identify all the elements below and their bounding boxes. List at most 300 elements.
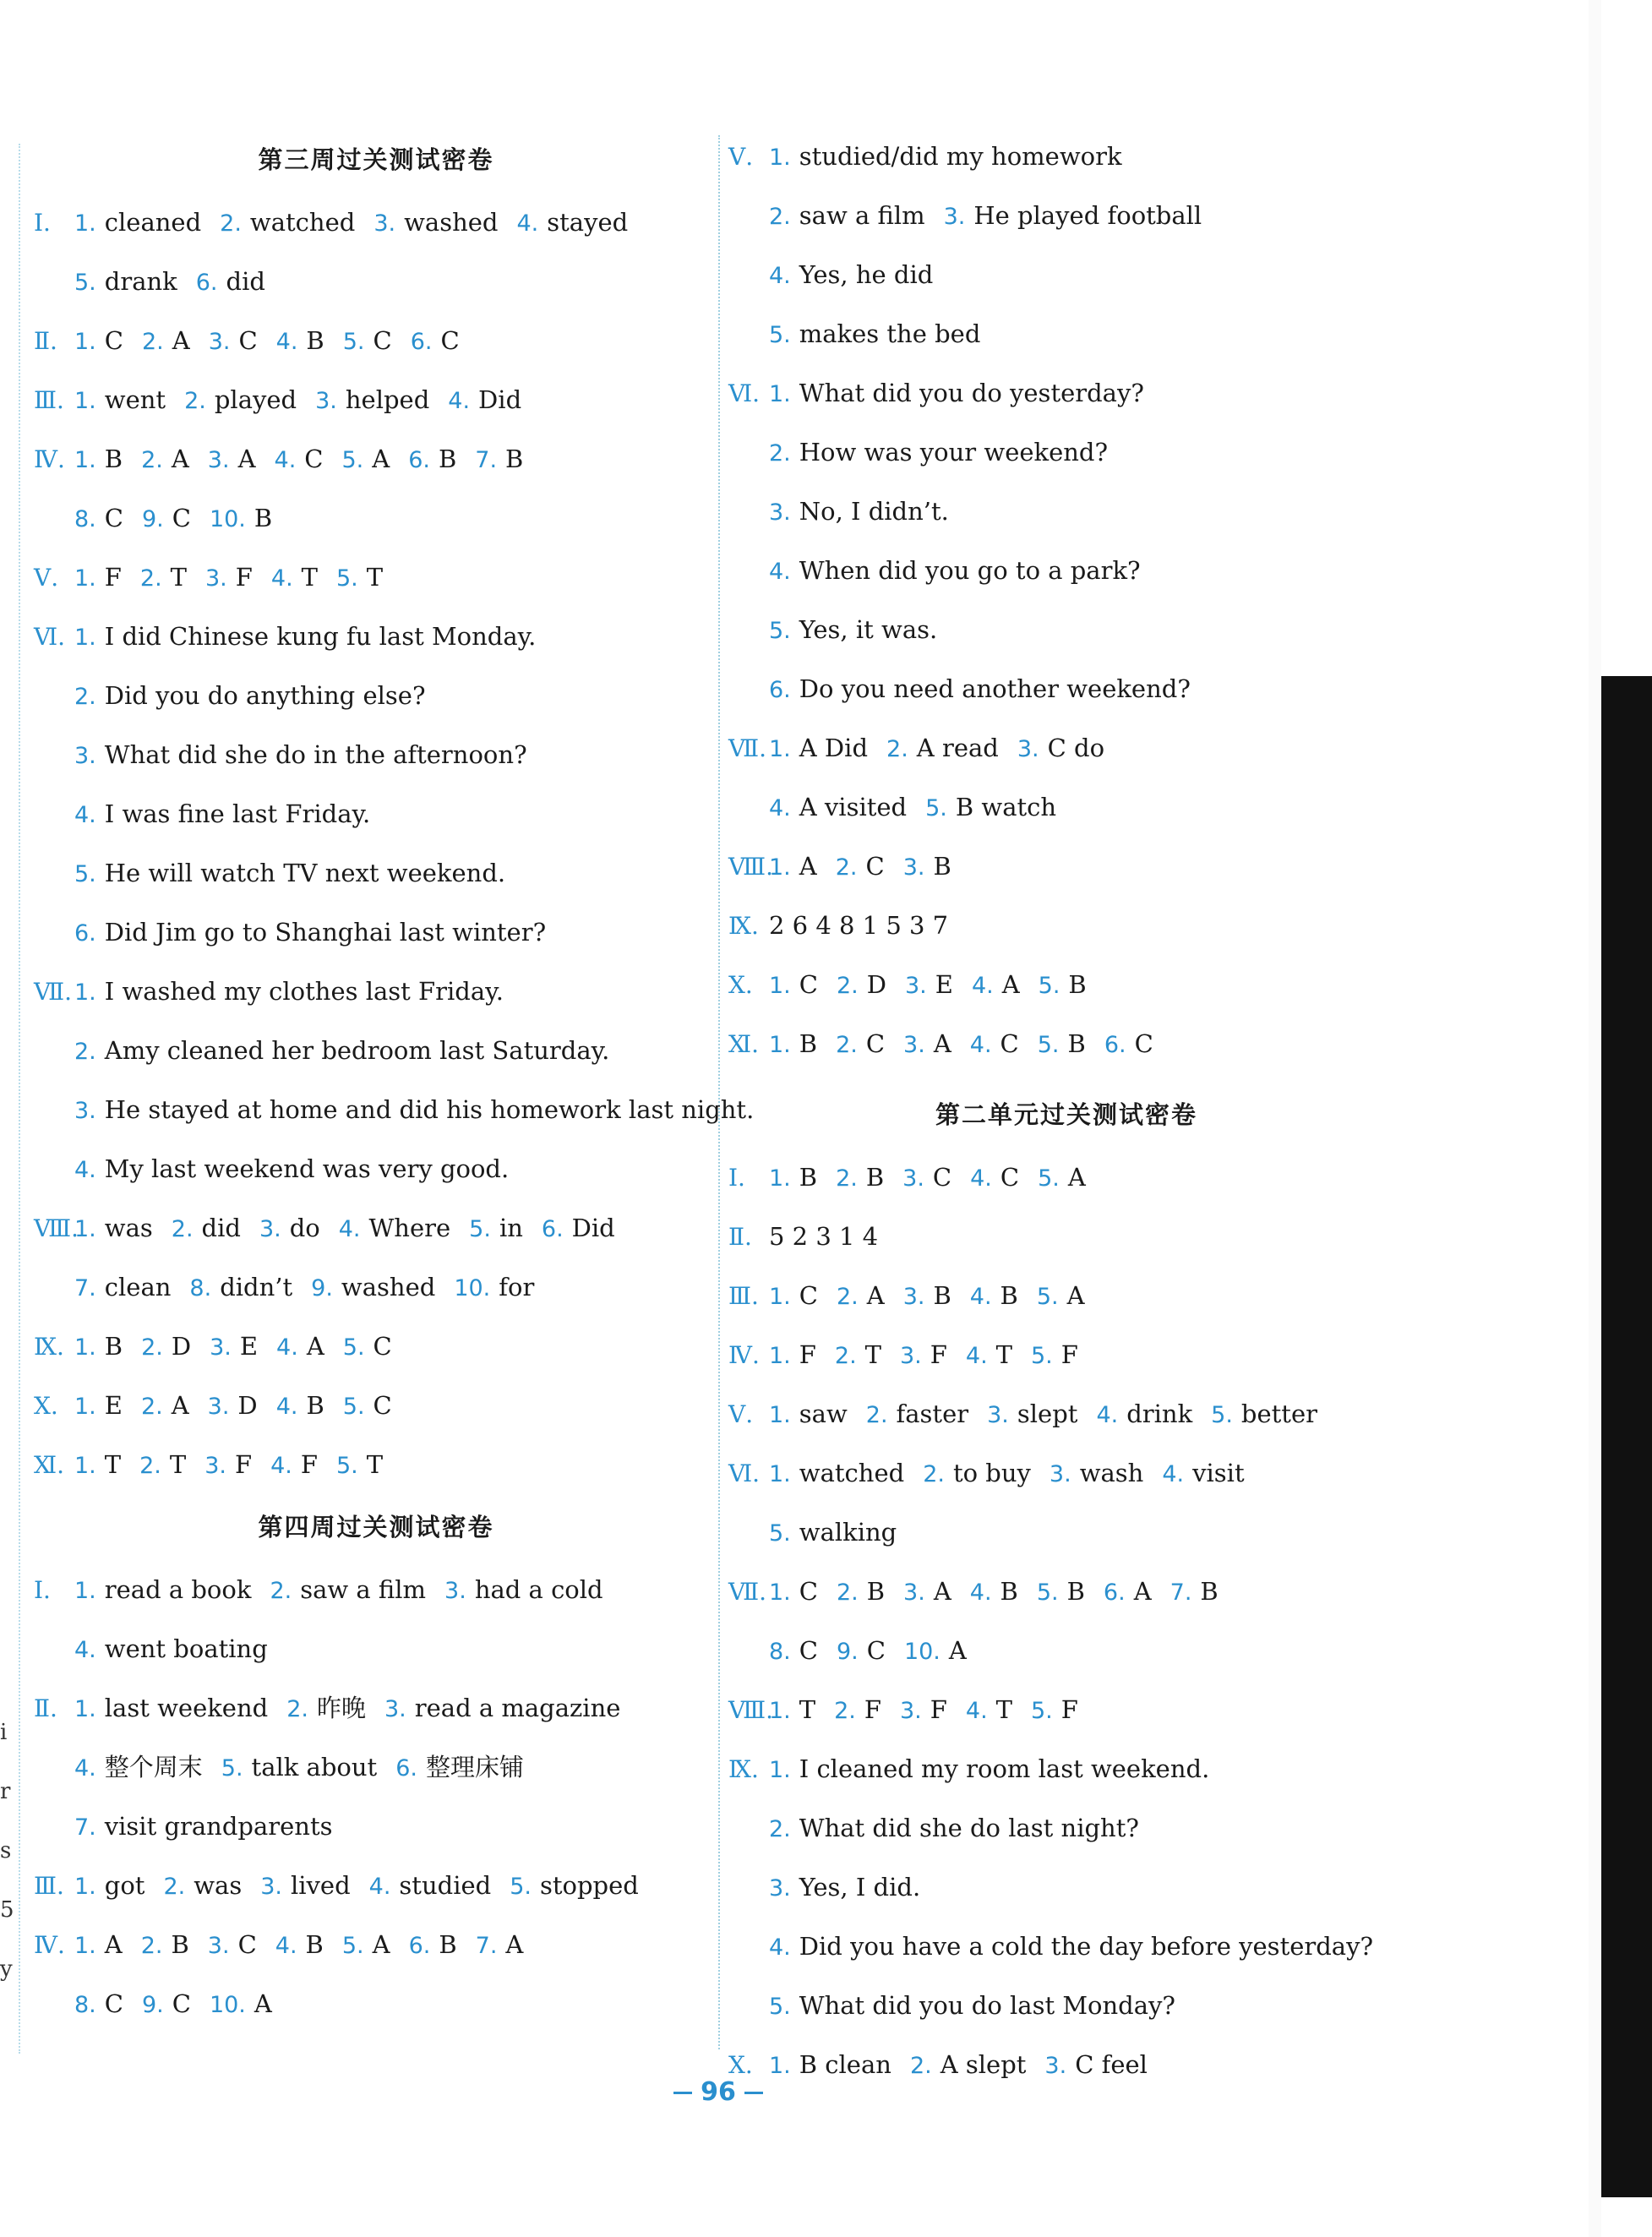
roman-numeral: Ⅺ. xyxy=(728,1030,760,1058)
question-number: 10. xyxy=(903,1639,940,1665)
answer-line xyxy=(34,1021,718,1080)
answer-line xyxy=(728,186,1404,245)
answer-text: read a book xyxy=(104,1575,252,1604)
answer-text: B xyxy=(104,1332,123,1361)
answer-text: makes the bed xyxy=(799,319,981,348)
question-number: 2. xyxy=(834,1343,857,1369)
question-number: 7. xyxy=(475,1933,498,1959)
question-number: 4. xyxy=(448,388,471,414)
question-number: 2. xyxy=(171,1216,194,1242)
question-number: 1. xyxy=(769,1343,791,1369)
question-number: 9. xyxy=(311,1275,333,1301)
answer-text: B xyxy=(933,1281,951,1310)
question-number: 2. xyxy=(836,1165,858,1192)
answer-text: cleaned xyxy=(104,208,202,237)
question-number: 1. xyxy=(769,1402,791,1428)
question-number: 1. xyxy=(74,625,96,651)
roman-numeral: Ⅴ. xyxy=(34,564,59,592)
answer-text: lived xyxy=(290,1871,351,1900)
roman-numeral: Ⅳ. xyxy=(34,445,65,473)
answer-text: stopped xyxy=(539,1871,639,1900)
answer-text: watched xyxy=(799,1459,905,1487)
question-number: 4. xyxy=(74,1637,96,1663)
answer-text: C xyxy=(865,1029,886,1058)
answer-line xyxy=(34,193,718,252)
answer-line xyxy=(34,1560,718,1619)
answer-text: B xyxy=(799,1163,818,1192)
answer-text: saw a film xyxy=(799,201,925,230)
answer-line xyxy=(728,541,1404,600)
answer-line xyxy=(34,1080,755,1139)
question-number: 3. xyxy=(1044,2053,1067,2079)
roman-numeral: Ⅶ. xyxy=(34,978,73,1006)
answer-text: A xyxy=(171,445,189,473)
answer-text: C xyxy=(373,1332,392,1361)
answer-text: Did Jim go to Shanghai last winter? xyxy=(104,918,547,947)
question-number: 2. xyxy=(835,854,858,881)
question-number: 1. xyxy=(769,1580,791,1606)
question-number: 1. xyxy=(74,1696,96,1722)
answer-line xyxy=(34,843,718,903)
question-number: 4. xyxy=(276,1334,298,1361)
answer-line xyxy=(728,304,1404,363)
question-number: 5. xyxy=(336,565,358,592)
question-number: 10. xyxy=(454,1275,491,1301)
answer-text: He will watch TV next weekend. xyxy=(104,859,506,887)
question-number: 4. xyxy=(970,1165,992,1192)
margin-fragment: 5 xyxy=(0,1897,14,1923)
answer-text: I cleaned my room last weekend. xyxy=(799,1754,1210,1783)
question-number: 4. xyxy=(338,1216,361,1242)
answer-text: What did she do last night? xyxy=(799,1814,1139,1842)
roman-numeral: Ⅰ. xyxy=(34,1576,51,1604)
answer-text: slept xyxy=(1017,1399,1078,1428)
question-number: 3. xyxy=(903,1032,925,1058)
answer-line xyxy=(728,896,1404,955)
question-number: 3. xyxy=(315,388,337,414)
answer-text: A xyxy=(505,1930,524,1959)
question-number: 5. xyxy=(1036,1284,1059,1310)
question-number: 5. xyxy=(1037,1032,1060,1058)
answer-line xyxy=(728,363,1404,423)
question-number: 2. xyxy=(886,736,908,762)
question-number: 4. xyxy=(769,795,791,821)
answer-text: faster xyxy=(896,1399,969,1428)
answer-text: in xyxy=(499,1214,523,1242)
margin-fragment: r xyxy=(0,1779,11,1804)
roman-numeral: Ⅷ. xyxy=(728,853,774,881)
answer-text: He played football xyxy=(973,201,1202,230)
question-number: 2. xyxy=(836,1032,858,1058)
answer-line xyxy=(728,659,1404,718)
answer-text: He stayed at home and did his homework last night. xyxy=(104,1095,755,1124)
roman-numeral: Ⅲ. xyxy=(34,386,64,414)
answer-text: T xyxy=(799,1695,816,1724)
question-number: 1. xyxy=(74,388,96,414)
question-number: 1. xyxy=(74,565,96,592)
answer-line xyxy=(728,1503,1404,1562)
answer-text: A xyxy=(948,1636,967,1665)
answer-text: do xyxy=(289,1214,320,1242)
question-number: 3. xyxy=(943,204,966,230)
answer-line xyxy=(34,1974,718,2033)
answer-line xyxy=(728,1798,1404,1858)
answer-line xyxy=(34,903,718,962)
question-number: 3. xyxy=(259,1216,281,1242)
answer-text: B xyxy=(306,1391,324,1420)
question-number: 2. xyxy=(141,1334,163,1361)
answer-text: A xyxy=(237,445,256,473)
question-number: 3. xyxy=(204,1453,226,1479)
question-number: 1. xyxy=(74,1216,96,1242)
question-number: 1. xyxy=(769,145,791,171)
question-number: 5. xyxy=(74,861,96,887)
answer-text: A xyxy=(933,1029,951,1058)
answer-text: played xyxy=(214,385,297,414)
answer-text: B xyxy=(866,1577,886,1606)
answer-text: visit grandparents xyxy=(104,1812,333,1841)
answer-text: F xyxy=(104,563,122,592)
answer-line xyxy=(728,1562,1404,1621)
answer-text: C xyxy=(1000,1163,1020,1192)
roman-numeral: Ⅱ. xyxy=(34,327,57,355)
answer-text: helped xyxy=(345,385,430,414)
answer-text: saw a film xyxy=(300,1575,427,1604)
answer-text: C do xyxy=(1047,734,1105,762)
roman-numeral: Ⅰ. xyxy=(728,1164,745,1192)
answer-text: for xyxy=(499,1273,535,1301)
roman-numeral: Ⅹ. xyxy=(34,1392,58,1420)
answer-text: C xyxy=(104,326,123,355)
roman-numeral: Ⅵ. xyxy=(34,623,66,651)
answer-text: I was fine last Friday. xyxy=(104,799,371,828)
answer-text: B clean xyxy=(799,2050,891,2079)
question-number: 2. xyxy=(140,1394,163,1420)
question-number: 5. xyxy=(769,1520,791,1547)
question-number: 1. xyxy=(74,1334,96,1361)
answer-text: B xyxy=(171,1930,189,1959)
answer-line xyxy=(34,784,718,843)
question-number: 3. xyxy=(208,329,231,355)
question-number: 2. xyxy=(909,2053,932,2079)
answer-text: A xyxy=(372,445,390,473)
question-number: 3. xyxy=(207,1394,230,1420)
answer-text: Did you have a cold the day before yesterday? xyxy=(799,1932,1374,1961)
answer-text: didn’t xyxy=(220,1273,293,1301)
question-number: 4. xyxy=(368,1874,391,1900)
question-number: 4. xyxy=(1096,1402,1119,1428)
answer-text: A xyxy=(866,1281,885,1310)
margin-fragment: y xyxy=(0,1956,13,1982)
answer-text: B xyxy=(865,1163,885,1192)
answer-text: C feel xyxy=(1075,2050,1148,2079)
question-number: 2. xyxy=(141,447,163,473)
answer-text: What did you do yesterday? xyxy=(799,379,1144,407)
answer-line xyxy=(728,1148,1404,1207)
question-number: 5. xyxy=(1036,1580,1059,1606)
answer-text: B xyxy=(505,445,524,473)
answer-text: E xyxy=(935,970,953,999)
answer-line xyxy=(34,1258,718,1317)
answer-text: drank xyxy=(104,267,177,296)
answer-text: Yes, he did xyxy=(799,260,934,289)
question-number: 1. xyxy=(769,1165,791,1192)
roman-numeral: Ⅶ. xyxy=(728,734,767,762)
question-number: 4. xyxy=(74,1157,96,1183)
answer-text: A xyxy=(372,1930,390,1959)
answer-text: saw xyxy=(799,1399,848,1428)
question-number: 4. xyxy=(969,1284,992,1310)
question-number: 3. xyxy=(902,1165,924,1192)
answer-text: T xyxy=(995,1340,1012,1369)
answer-text: went boating xyxy=(104,1634,268,1663)
answer-text: A xyxy=(1066,1281,1085,1310)
answer-line xyxy=(34,607,718,666)
answer-text: F xyxy=(1060,1695,1078,1724)
answer-text: F xyxy=(235,563,253,592)
answer-text: C xyxy=(237,1930,257,1959)
page-edge-gap xyxy=(1589,0,1601,2237)
answer-text: C xyxy=(440,326,460,355)
roman-numeral: Ⅷ. xyxy=(34,1214,79,1242)
answer-text: B xyxy=(1067,1029,1086,1058)
answer-text: T xyxy=(301,563,318,592)
question-number: 1. xyxy=(74,1453,96,1479)
answer-text: drink xyxy=(1126,1399,1193,1428)
answer-text: Amy cleaned her bedroom last Saturday. xyxy=(104,1036,610,1065)
question-number: 4. xyxy=(969,1580,992,1606)
answer-line xyxy=(34,370,718,429)
question-number: 6. xyxy=(769,677,791,703)
roman-numeral: Ⅲ. xyxy=(728,1282,759,1310)
answer-line xyxy=(728,600,1404,659)
section-title: 第二单元过关测试密卷 xyxy=(935,1100,1197,1129)
roman-numeral: Ⅰ. xyxy=(34,209,51,237)
question-number: 5. xyxy=(336,1453,358,1479)
question-number: 2. xyxy=(834,1698,856,1724)
answer-text: B xyxy=(305,1930,324,1959)
question-number: 1. xyxy=(74,979,96,1006)
question-number: 6. xyxy=(541,1216,564,1242)
answer-line xyxy=(728,245,1404,304)
answer-text: F xyxy=(234,1450,253,1479)
question-number: 5. xyxy=(1211,1402,1233,1428)
margin-fragment: i xyxy=(0,1720,8,1745)
answer-line xyxy=(728,718,1404,777)
question-number: 6. xyxy=(1103,1580,1126,1606)
answer-line xyxy=(728,1739,1404,1798)
question-number: 5. xyxy=(1038,1165,1060,1192)
question-number: 1. xyxy=(74,1874,96,1900)
answer-line xyxy=(728,127,1404,186)
answer-line xyxy=(34,1376,718,1435)
answer-line xyxy=(728,1207,1404,1266)
answer-text: walking xyxy=(799,1518,897,1547)
answer-text: B xyxy=(439,1930,457,1959)
question-number: 4. xyxy=(270,1453,292,1479)
question-number: 1. xyxy=(769,973,791,999)
left-margin-rule xyxy=(19,144,20,2054)
question-number: 3. xyxy=(205,565,227,592)
answer-text: B xyxy=(1200,1577,1219,1606)
answer-text: C xyxy=(104,1989,123,2018)
answer-text: Yes, it was. xyxy=(799,615,938,644)
question-number: 2. xyxy=(865,1402,888,1428)
question-number: 1. xyxy=(769,381,791,407)
answer-text: Where xyxy=(368,1214,451,1242)
answer-text: C xyxy=(865,852,885,881)
question-number: 3. xyxy=(207,447,230,473)
roman-numeral: Ⅴ. xyxy=(728,1400,754,1428)
answer-text: T xyxy=(104,1450,122,1479)
answer-text: visit xyxy=(1192,1459,1245,1487)
question-number: 5. xyxy=(1038,973,1060,999)
question-number: 5. xyxy=(342,1334,365,1361)
question-number: 1. xyxy=(74,1578,96,1604)
roman-numeral: Ⅹ. xyxy=(728,971,753,999)
answer-line xyxy=(728,837,1404,896)
answer-text: was xyxy=(194,1871,243,1900)
answer-line xyxy=(34,1797,718,1856)
answer-text: C xyxy=(799,1281,818,1310)
answer-text: A xyxy=(933,1577,951,1606)
answer-text: C xyxy=(1134,1029,1153,1058)
answer-text: E xyxy=(239,1332,259,1361)
answer-text: Did xyxy=(478,385,522,414)
roman-numeral: Ⅳ. xyxy=(34,1931,65,1959)
question-number: 3. xyxy=(74,743,96,769)
answer-text: studied/did my homework xyxy=(799,142,1122,171)
answer-text: B xyxy=(1068,970,1087,999)
answer-text: B xyxy=(1000,1577,1018,1606)
answer-line xyxy=(34,1915,718,1974)
question-number: 2. xyxy=(769,204,791,230)
question-number: 8. xyxy=(769,1639,791,1665)
answer-text: E xyxy=(104,1391,123,1420)
question-number: 3. xyxy=(207,1933,230,1959)
answer-text: F xyxy=(930,1340,947,1369)
answer-text: B xyxy=(438,445,457,473)
right-column xyxy=(728,127,1404,2094)
answer-text: A xyxy=(172,326,190,355)
question-number: 2. xyxy=(769,1816,791,1842)
answer-text: C xyxy=(373,326,392,355)
question-number: 7. xyxy=(74,1275,96,1301)
question-number: 3. xyxy=(1017,736,1039,762)
answer-line xyxy=(728,1384,1404,1443)
answer-text: What did you do last Monday? xyxy=(799,1991,1175,2020)
question-number: 2. xyxy=(184,388,206,414)
answer-text: My last weekend was very good. xyxy=(104,1154,510,1183)
question-number: 3. xyxy=(900,1343,922,1369)
question-number: 6. xyxy=(1104,1032,1126,1058)
answer-line xyxy=(728,1266,1404,1325)
answer-text: C xyxy=(799,1577,818,1606)
answer-text: C xyxy=(172,1989,191,2018)
question-number: 4. xyxy=(969,1032,992,1058)
question-number: 3. xyxy=(903,1580,925,1606)
answer-text: read a magazine xyxy=(414,1694,621,1722)
answer-text: F xyxy=(799,1340,816,1369)
question-number: 3. xyxy=(900,1698,922,1724)
question-number: 5. xyxy=(1031,1343,1053,1369)
answer-text: 整个周末 xyxy=(104,1753,203,1781)
roman-numeral: Ⅴ. xyxy=(728,143,754,171)
question-number: 5. xyxy=(341,447,364,473)
answer-text: B xyxy=(306,326,324,355)
roman-numeral: Ⅷ. xyxy=(728,1696,774,1724)
answer-text: F xyxy=(300,1450,318,1479)
question-number: 3. xyxy=(444,1578,466,1604)
question-number: 4. xyxy=(274,447,297,473)
answer-text: A xyxy=(254,1989,272,2018)
answer-line xyxy=(34,1317,718,1376)
answer-text: better xyxy=(1240,1399,1317,1428)
answer-text: A Did xyxy=(799,734,869,762)
answer-line xyxy=(34,1139,718,1198)
answer-text: got xyxy=(104,1871,145,1900)
answer-text: B watch xyxy=(955,793,1057,821)
answer-line xyxy=(728,423,1404,482)
question-number: 2. xyxy=(74,684,96,710)
question-number: 6. xyxy=(408,1933,431,1959)
answer-text: Yes, I did. xyxy=(799,1873,921,1901)
question-number: 10. xyxy=(209,506,246,532)
answer-line xyxy=(34,962,718,1021)
question-number: 1. xyxy=(74,210,96,237)
roman-numeral: Ⅶ. xyxy=(728,1578,767,1606)
answer-text: Did xyxy=(571,1214,615,1242)
answer-text: went xyxy=(104,385,166,414)
question-number: 6. xyxy=(74,920,96,947)
question-number: 9. xyxy=(141,1992,164,2018)
question-number: 2. xyxy=(836,1580,859,1606)
answer-line xyxy=(728,1976,1404,2035)
answer-text: last weekend xyxy=(104,1694,269,1722)
question-number: 7. xyxy=(475,447,498,473)
answer-text: clean xyxy=(104,1273,172,1301)
question-number: 4. xyxy=(769,1934,791,1961)
question-number: 1. xyxy=(769,1032,791,1058)
question-number: 4. xyxy=(270,565,293,592)
question-number: 2. xyxy=(286,1696,308,1722)
answer-line xyxy=(728,955,1404,1014)
question-number: 2. xyxy=(140,1933,163,1959)
answer-text: Do you need another weekend? xyxy=(799,674,1191,703)
answer-line xyxy=(728,1680,1404,1739)
answer-line xyxy=(34,429,718,488)
answer-line xyxy=(34,1738,718,1797)
question-number: 2. xyxy=(141,329,164,355)
question-number: 2. xyxy=(220,210,242,237)
answer-text: A xyxy=(104,1930,123,1959)
answer-text: A xyxy=(799,852,817,881)
answer-text: Did you do anything else? xyxy=(104,681,426,710)
question-number: 4. xyxy=(1162,1461,1185,1487)
answer-line xyxy=(34,666,718,725)
question-number: 5. xyxy=(221,1755,243,1781)
answer-text: did xyxy=(226,267,265,296)
question-number: 3. xyxy=(769,1875,791,1901)
roman-numeral: Ⅱ. xyxy=(728,1223,752,1251)
answer-text: B xyxy=(799,1029,818,1058)
question-number: 6. xyxy=(408,447,430,473)
answer-line xyxy=(34,725,718,784)
question-number: 1. xyxy=(769,1284,791,1310)
answer-text: B xyxy=(254,504,273,532)
question-number: 3. xyxy=(905,973,927,999)
answer-text: 2 6 4 8 1 5 3 7 xyxy=(769,911,949,940)
